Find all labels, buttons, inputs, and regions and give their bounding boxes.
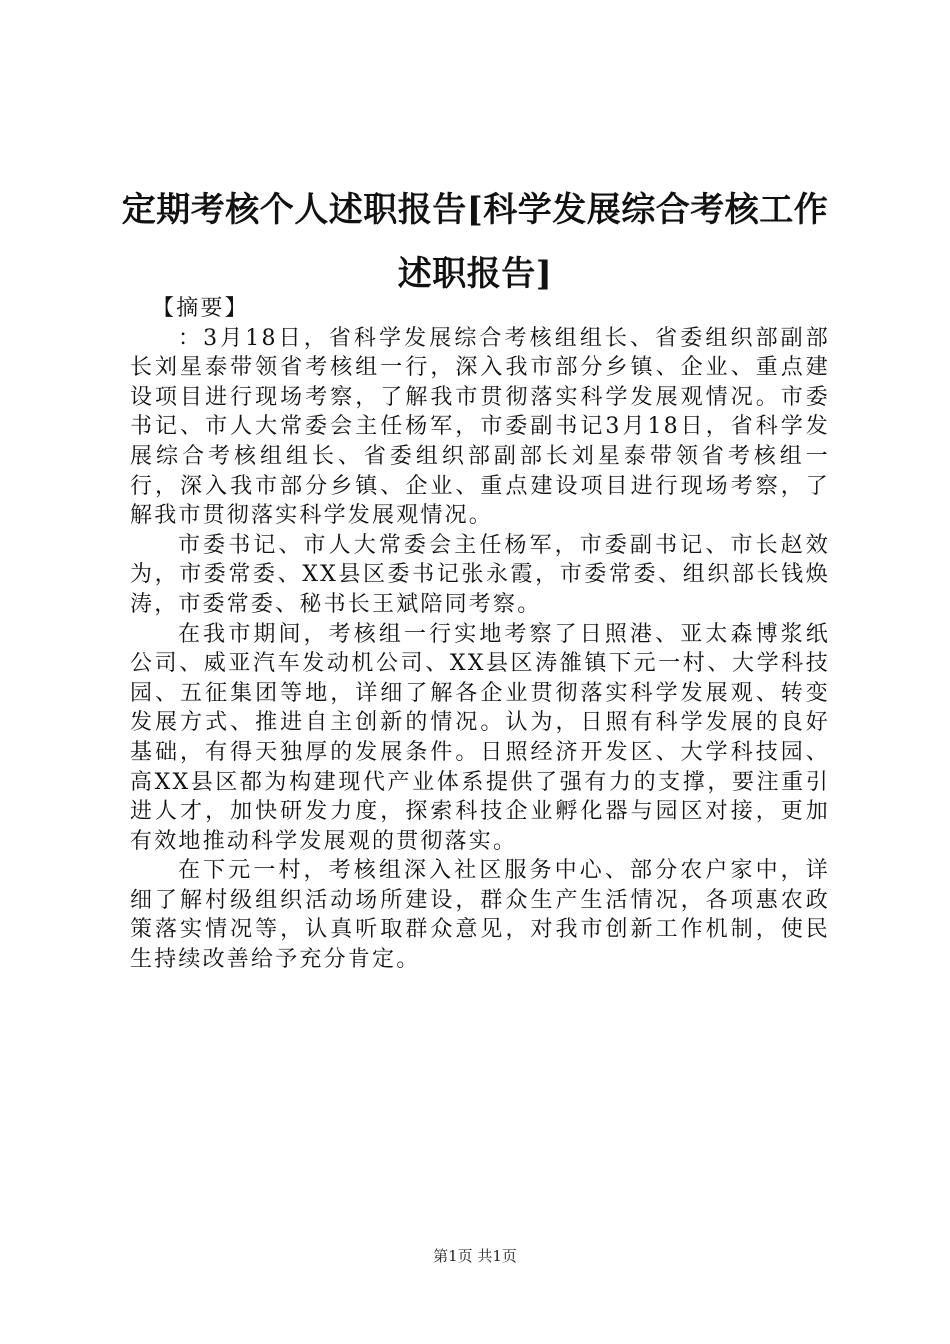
abstract-heading: 【摘要】 [152,296,249,321]
document-body [130,294,830,975]
document-title: 定期考核个人述职报告[科学发展综合考核工作述职报告] [121,190,829,294]
paragraph-2: 市委书记、市人大常委会主任杨军，市委副书记、市长赵效为，市委常委、XX县区委书记张永霞，市委常委、组织部长钱焕涛，市委常委、秘书长王斌陪同考察。 [130,532,830,617]
paragraph-1: ：3月18日，省科学发展综合考核组组长、省委组织部副部长刘星泰带领省考核组一行，深入我市部分乡镇、企业、重点建设项目进行现场考察，了解我市贯彻落实科学发展观情况。市委书记、市人大常委会主任杨军，市委副书记3月18日，省科学发展综合考核组组长、省委组织部副部长刘星泰带领省考核组一行，深入我市部分乡镇、企业、重点建设项目进行现场考察，了解我市贯彻落实科学发展观情况。 [130,325,830,529]
paragraph-3: 在我市期间，考核组一行实地考察了日照港、亚太森博浆纸公司、威亚汽车发动机公司、XX县区涛雒镇下元一村、大学科技园、五征集团等地，详细了解各企业贯彻落实科学发展观、转变发展方式、推进自主创新的情况。认为，日照有科学发展的良好基础，有得天独厚的发展条件。日照经济开发区、大学科技园、高XX县区都为构建现代产业体系提供了强有力的支撑，要注重引进人才，加快研发力度，探索科技企业孵化器与园区对接，更加有效地推动科学发展观的贯彻落实。 [130,621,830,854]
paragraph-4: 在下元一村，考核组深入社区服务中心、部分农户家中，详细了解村级组织活动场所建设，群众生产生活情况，各项惠农政策落实情况等，认真听取群众意见，对我市创新工作机制，使民生持续改善给予充分肯定。 [130,858,830,973]
page-number-footer: 第1页 共1页 [433,1247,517,1265]
